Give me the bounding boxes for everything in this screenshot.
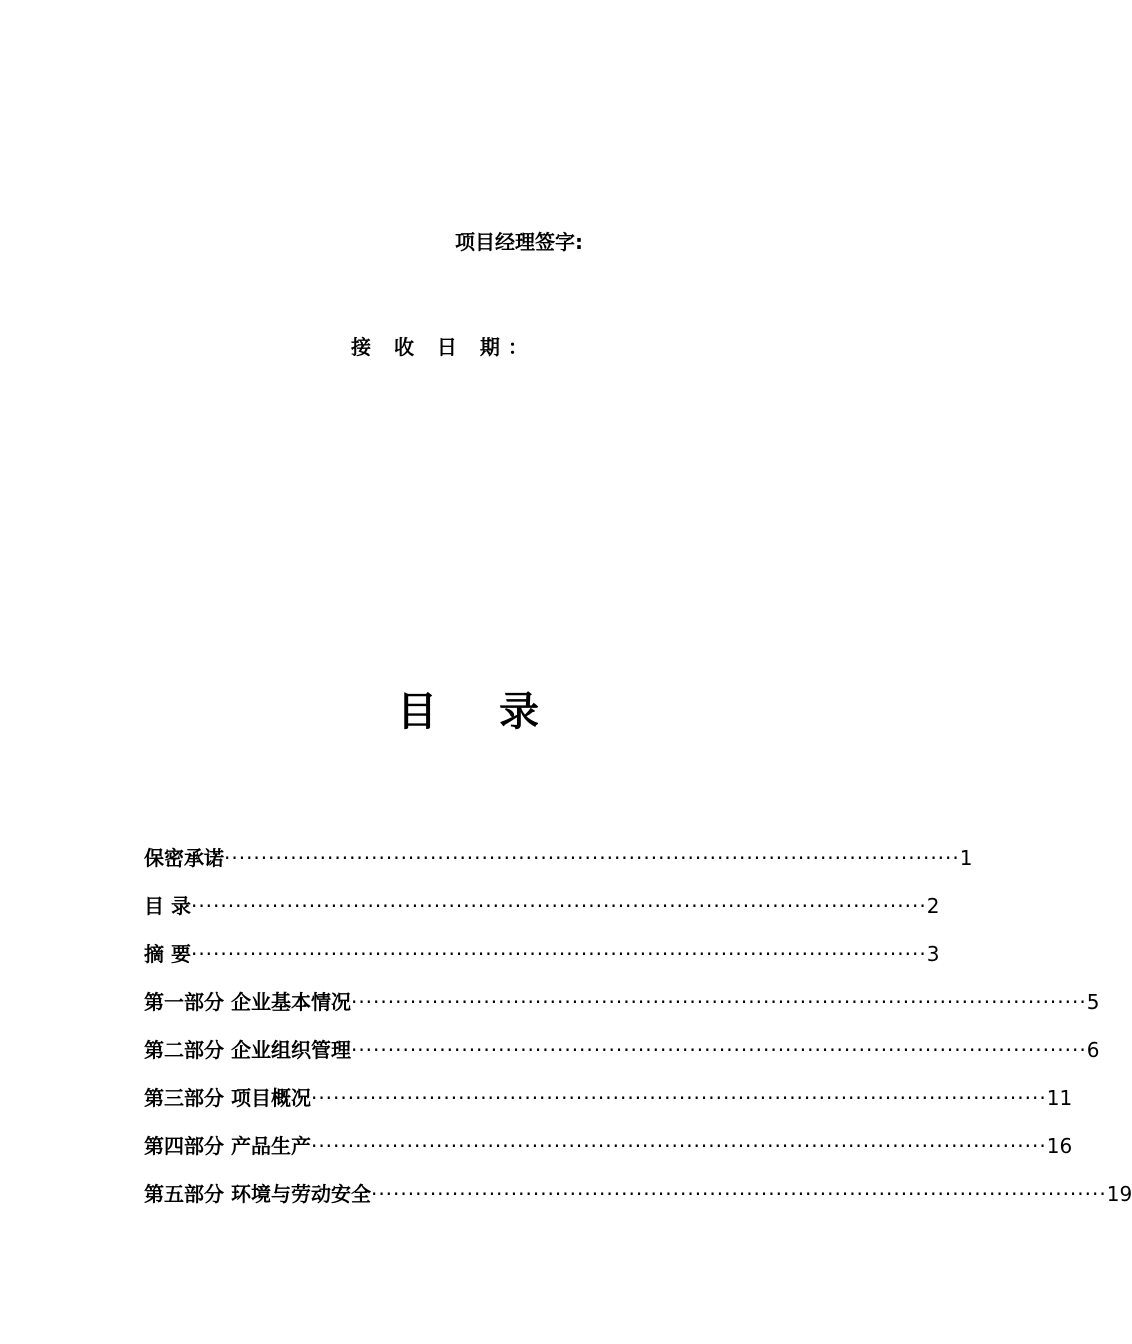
toc-entry-label: 第三部分 项目概况 — [144, 1086, 311, 1110]
toc-leader-dots: ···································································································· — [190, 942, 927, 966]
toc-leader-dots: ···································································································· — [190, 894, 927, 918]
toc-leader-dots: ···································································································· — [310, 1134, 1047, 1158]
toc-entry-page: 19 — [1106, 1182, 1132, 1206]
toc-leader-dots: ···································································································· — [370, 1182, 1107, 1206]
toc-entry[interactable] — [144, 890, 940, 938]
toc-entry-label: 第一部分 企业基本情况 — [144, 990, 351, 1014]
toc-leader-dots: ···································································································· — [224, 846, 960, 870]
toc-entry-page: 2 — [926, 894, 940, 918]
toc-entry-page: 16 — [1046, 1134, 1073, 1158]
toc-entry-label: 保密承诺 — [144, 846, 224, 870]
toc-entry-page: 3 — [926, 942, 940, 966]
toc-entry[interactable] — [144, 938, 940, 986]
toc-leader-dots: ···································································································· — [310, 1086, 1047, 1110]
toc-entry[interactable] — [144, 842, 973, 890]
toc-entry[interactable] — [144, 1082, 1073, 1130]
toc-title: 目 录 — [397, 689, 563, 735]
toc-entry-label: 第五部分 环境与劳动安全 — [144, 1182, 371, 1206]
project-manager-signature-label: 项目经理签字: — [455, 230, 583, 254]
toc-entry-label: 第二部分 企业组织管理 — [144, 1038, 351, 1062]
toc-entry-page: 5 — [1086, 990, 1100, 1014]
toc-entry-page: 1 — [959, 846, 973, 870]
toc-leader-dots: ···································································································· — [350, 1038, 1087, 1062]
receive-date-label: 接 收 日 期： — [351, 335, 536, 359]
toc-entry[interactable] — [144, 1178, 1132, 1226]
toc-entry[interactable] — [144, 986, 1100, 1034]
toc-leader-dots: ···································································································· — [350, 990, 1087, 1014]
toc-entry-label: 目 录 — [144, 894, 191, 918]
toc-entry[interactable] — [144, 1034, 1100, 1082]
toc-entry-page: 6 — [1086, 1038, 1100, 1062]
toc-entry-page: 11 — [1046, 1086, 1073, 1110]
toc-entry-label: 第四部分 产品生产 — [144, 1134, 311, 1158]
toc-entry[interactable] — [144, 1130, 1073, 1178]
toc-entry-label: 摘 要 — [144, 942, 191, 966]
table-of-contents — [144, 842, 1132, 1226]
